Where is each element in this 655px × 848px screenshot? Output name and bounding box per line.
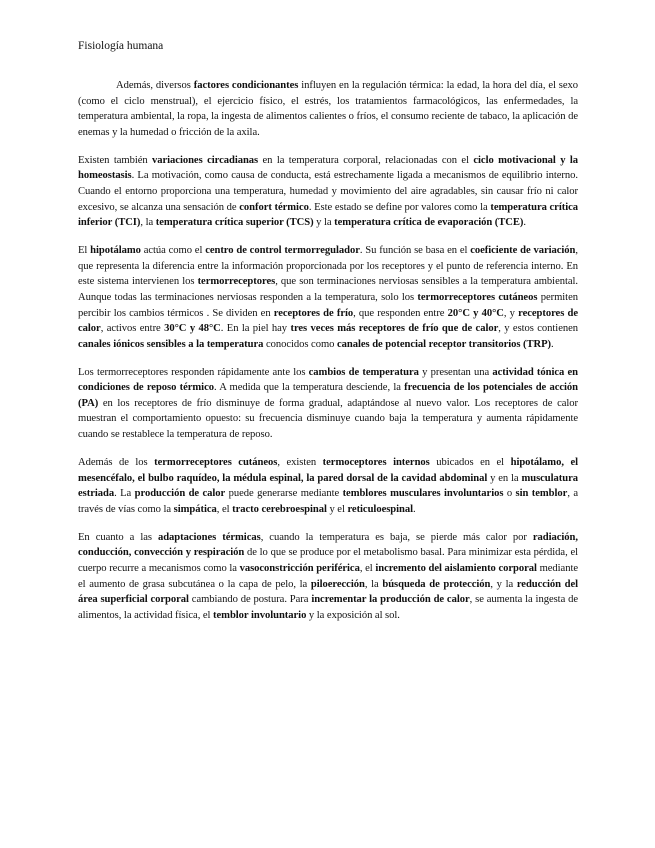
paragraph-3 xyxy=(78,243,578,352)
text-run: cambiando de postura. Para xyxy=(188,594,312,606)
paragraph-4 xyxy=(78,365,578,443)
bold-term: hipotálamo, el mesencéfalo, el bulbo raquídeo, la médula espinal, la pared dorsal de la cavidad abdominal xyxy=(78,457,578,484)
text-run: conocidos como xyxy=(263,338,337,350)
text-run: y presentan una xyxy=(418,366,493,378)
bold-term: hipotálamo xyxy=(90,245,141,257)
bold-term: sin temblor xyxy=(515,488,568,500)
text-run: en la temperatura corporal, relacionadas con el xyxy=(258,154,474,166)
bold-term: temblor involuntario xyxy=(213,609,307,621)
bold-term: 20°C y 40°C xyxy=(447,307,504,319)
text-run: y la exposición al sol. xyxy=(306,609,400,621)
text-run: . xyxy=(413,503,416,515)
bold-term: incrementar la producción de calor xyxy=(311,594,470,606)
bold-term: radiación, conducción, convección y respiración xyxy=(78,531,578,559)
page-header: Fisiología humana xyxy=(78,40,164,52)
text-run: y la xyxy=(313,217,335,229)
paragraph-2 xyxy=(78,153,578,231)
document-body xyxy=(78,78,578,636)
bold-term: temperatura crítica de evaporación (TCE) xyxy=(334,217,524,229)
paragraph-6 xyxy=(78,530,578,624)
bold-term: simpática xyxy=(173,503,217,515)
text-run: , cuando la temperatura es baja, se pierde más calor por xyxy=(260,531,533,543)
text-run: actúa como el xyxy=(140,245,206,257)
text-run: , la xyxy=(140,217,156,229)
bold-term: coeficiente de variación xyxy=(470,245,576,257)
bold-term: receptores de calor xyxy=(78,307,578,335)
text-run: o xyxy=(503,488,516,500)
text-run: y en la xyxy=(487,472,522,484)
paragraph-1 xyxy=(78,78,578,140)
bold-term: incremento del aislamiento corporal xyxy=(375,562,537,574)
bold-term: frecuencia de los potenciales de acción (PA) xyxy=(78,382,578,409)
text-run: de lo que se produce por el metabolismo basal. Para minimizar esta pérdida, el cuerpo recurre a mecanismos como la xyxy=(78,547,578,574)
bold-term: canales iónicos sensibles a la temperatura xyxy=(78,338,264,350)
text-run: , la xyxy=(364,578,383,590)
text-run: en los receptores de frío disminuye de forma gradual, adaptándose al nuevo valor. Los receptores de calor muestran el comportamiento opuesto: su frecuencia disminuye cuando baja la temperatura y aumenta rápidamente cuando se restablece la temperatura de reposo. xyxy=(78,397,578,441)
text-run: , el xyxy=(359,562,376,574)
bold-term: receptores de frío xyxy=(273,307,354,319)
bold-term: termoceptores internos xyxy=(322,457,430,469)
text-run: , el xyxy=(216,503,233,515)
bold-term: centro de control termorregulador xyxy=(205,245,360,257)
text-run: . La motivación, como causa de conducta, está estrechamente ligada a mecanismos de equilibrio interno. Cuando el entorno proporciona una temperatura, humedad y movimiento del aire agradables, sin causar frío ni calor excesivo, se alcanza una sensación de xyxy=(78,170,578,213)
bold-term: canales de potencial receptor transitorios (TRP) xyxy=(336,338,552,350)
text-run: , que representa la diferencia entre la información proporcionada por los receptores y el punto de referencia interno. En este sistema intervienen los xyxy=(78,245,578,288)
text-run: , que son terminaciones nerviosas sensibles a la temperatura ambiental. Aunque todas las terminaciones nerviosas responden a la temperatura, solo los xyxy=(78,276,579,303)
text-run: , y estos contienen xyxy=(498,323,578,335)
text-run: En cuanto a las xyxy=(78,531,158,543)
bold-term: variaciones circadianas xyxy=(152,154,259,166)
text-run: y el xyxy=(326,503,348,515)
text-run: , activos entre xyxy=(100,323,165,335)
bold-term: cambios de temperatura xyxy=(308,366,419,378)
bold-term: piloerección xyxy=(310,578,365,590)
bold-term: temblores musculares involuntarios xyxy=(342,488,504,500)
bold-term: confort térmico xyxy=(239,201,309,213)
text-run: , a través de vías como la xyxy=(78,488,578,515)
bold-term: termorreceptores cutáneos xyxy=(417,291,538,303)
text-run: , y xyxy=(503,307,519,319)
paragraph-5 xyxy=(78,455,578,517)
text-run: Además de los xyxy=(78,457,155,469)
text-run: ubicados en el xyxy=(429,457,511,469)
bold-term: temperatura crítica inferior (TCI) xyxy=(78,201,579,229)
bold-term: búsqueda de protección xyxy=(382,578,491,590)
text-run: El xyxy=(78,245,91,257)
bold-term: termorreceptores xyxy=(197,276,276,288)
bold-term: actividad tónica en condiciones de reposo térmico xyxy=(78,366,579,394)
text-run: . xyxy=(523,217,527,229)
bold-term: producción de calor xyxy=(134,488,226,500)
bold-term: factores condicionantes xyxy=(193,80,299,91)
bold-term: musculatura estriada xyxy=(78,472,578,500)
text-run: permiten percibir los cambios térmicos . Se dividen en xyxy=(78,291,578,319)
text-run: , se aumenta la ingesta de alimentos, la actividad física, el xyxy=(78,594,578,621)
bold-term: tres veces más receptores de frío que de calor xyxy=(290,323,499,335)
text-run: Existen también xyxy=(78,154,153,166)
text-run: . Su función se basa en el xyxy=(359,245,471,257)
bold-term: reticuloespinal xyxy=(347,503,414,515)
text-run: . En la piel hay xyxy=(220,323,291,335)
bold-term: ciclo motivacional y la homeostasis xyxy=(78,154,578,182)
bold-term: adaptaciones térmicas xyxy=(157,531,261,543)
text-run: influyen en la regulación térmica: la edad, la hora del día, el sexo (como el ciclo menstrual), el ejercicio físico, el estrés, los tratamientos farmacológicos, las enfermedades, la temperatura ambiental, la ropa, la ingesta de alimentos calientes o fríos, el consumo reciente de tabaco, la aplicación de enemas y la humedad o fricción de la axila. xyxy=(78,80,578,138)
bold-term: temperatura crítica superior (TCS) xyxy=(155,217,314,229)
text-run: Además, diversos xyxy=(116,80,194,91)
text-run: . xyxy=(551,338,554,350)
text-run: . La xyxy=(114,488,135,500)
bold-term: tracto cerebroespinal xyxy=(232,503,327,515)
bold-term: reducción del área superficial corporal xyxy=(78,578,579,606)
text-run: , que responden entre xyxy=(353,307,448,319)
text-run: , y la xyxy=(490,578,517,590)
text-run: . A medida que la temperatura desciende, la xyxy=(213,382,405,394)
text-run: , existen xyxy=(277,457,323,469)
bold-term: vasoconstricción periférica xyxy=(239,562,360,574)
bold-term: termorreceptores cutáneos xyxy=(154,457,278,469)
bold-term: 30°C y 48°C xyxy=(164,323,221,335)
text-run: mediante el aumento de grasa subcutánea o la capa de pelo, la xyxy=(78,562,579,590)
text-run: puede generarse mediante xyxy=(225,488,343,500)
text-run: . Este estado se define por valores como la xyxy=(308,201,491,213)
text-run: Los termorreceptores responden rápidamente ante los xyxy=(78,366,309,378)
